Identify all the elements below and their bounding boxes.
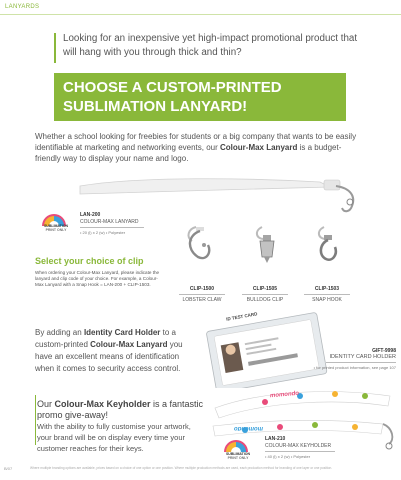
description-part-1: Whether a school looking for freebies for students or a big company that wants to be easily identifiable at marketing and networking events, our [35, 132, 357, 152]
clip-name: LOBSTER CLAW [182, 297, 222, 303]
lanyard-dims: • 20 (l) x 2 (w) • Polyester [80, 230, 126, 235]
snap-hook-image [302, 225, 352, 265]
card-holder-part-3: you have an excellent means of identification when it comes to security access control. [35, 340, 183, 373]
keyholder-accent-bar [35, 395, 36, 445]
footer-disclaimer: Where multiple branding options are available, prices based on a choice of one option or one position. Where multiple production methods are used, each production method for branding of one layer or one position. [30, 466, 333, 470]
keyholder-spec-rule [265, 451, 335, 452]
clips-description: When ordering your Colour-Max Lanyard, please indicate the lanyard and clip code of your choice. For example, a Colour-Max Lanyard with a Snap Hook = LAN-200 + CLIP-1503. [35, 270, 160, 288]
logo-line-2: PRINT ONLY [227, 456, 249, 460]
description-part-2: is a budget-friendly way to display your name and logo. [35, 143, 342, 163]
keyholder-paragraph: With the ability to fully customise your artwork, your brand will be on display every time your customer reaches for their keys. [37, 422, 191, 453]
card-holder-part-1: By adding an [35, 328, 84, 337]
clip-item-lobster [177, 286, 227, 303]
clip-rule [179, 294, 225, 295]
card-holder-rule [326, 362, 396, 363]
card-holder-name: IDENTITY CARD HOLDER [329, 354, 396, 360]
card-holder-bold-1: Identity Card Holder [83, 328, 161, 337]
clip-sku: CLIP-1503 [314, 286, 340, 292]
section-label: LANYARDS [5, 4, 40, 10]
keyholder-logo-text [218, 452, 258, 460]
sublimation-logo-text [36, 224, 76, 232]
card-holder-spec [310, 348, 396, 370]
keyholder-title [37, 399, 207, 421]
clip-rule [242, 294, 288, 295]
lanyard-sku: LAN-200 [80, 212, 101, 218]
keyholder-name: COLOUR-MAX KEYHOLDER [265, 443, 332, 449]
logo-line-1: SUBLIMATION [43, 224, 69, 228]
clip-name: BULLDOG CLIP [246, 297, 284, 303]
card-title: ID TEST CARD [225, 311, 258, 322]
intro-text: Looking for an inexpensive yet high-impact promotional product that will hang with you through thick and thin? [63, 33, 358, 58]
keyholder-title-part-1: Our [37, 399, 55, 409]
clip-sku: CLIP-1505 [252, 286, 278, 292]
lobster-claw-image [178, 225, 228, 265]
card-holder-part-2: to a custom-printed [35, 328, 176, 349]
lanyard-spec-rule [80, 227, 144, 228]
card-holder-paragraph [35, 327, 195, 375]
clip-sku: CLIP-1500 [189, 286, 215, 292]
keyholder-brand-top: momondo [269, 390, 300, 400]
logo-line-1: SUBLIMATION [225, 452, 251, 456]
keyholder-dims: • 40 (l) x 2 (w) • Polyester [265, 454, 311, 459]
bulldog-clip-image [242, 225, 292, 265]
clip-rule [304, 294, 350, 295]
page-number: B/07 [4, 466, 13, 471]
clips-heading: Select your choice of clip [35, 256, 144, 266]
keyholder-title-part-2: is a fantastic promo give-away! [37, 399, 204, 420]
logo-line-2: PRINT ONLY [45, 228, 67, 232]
headline-line-2: SUBLIMATION LANYARD! [63, 98, 248, 115]
lanyard-name: COLOUR-MAX LANYARD [80, 219, 139, 225]
keyholder-spec [265, 436, 385, 459]
lanyard-spec [80, 212, 190, 235]
clip-item-bulldog [240, 286, 290, 303]
keyholder-sku: LAN-210 [265, 436, 286, 442]
headline-line-1: CHOOSE A CUSTOM-PRINTED [63, 79, 282, 96]
description-bold: Colour-Max Lanyard [220, 143, 298, 152]
clip-item-snap-hook [302, 286, 352, 303]
clip-name: SNAP HOOK [312, 297, 342, 303]
card-holder-bold-2: Colour-Max Lanyard [90, 340, 168, 349]
card-holder-note: • for printed product information, see page 107 [313, 365, 396, 370]
card-holder-sku: GIFT-9998 [372, 348, 396, 354]
keyholder-title-bold: Colour-Max Keyholder [54, 399, 151, 409]
keyholder-brand-bottom: momondo [234, 425, 263, 431]
